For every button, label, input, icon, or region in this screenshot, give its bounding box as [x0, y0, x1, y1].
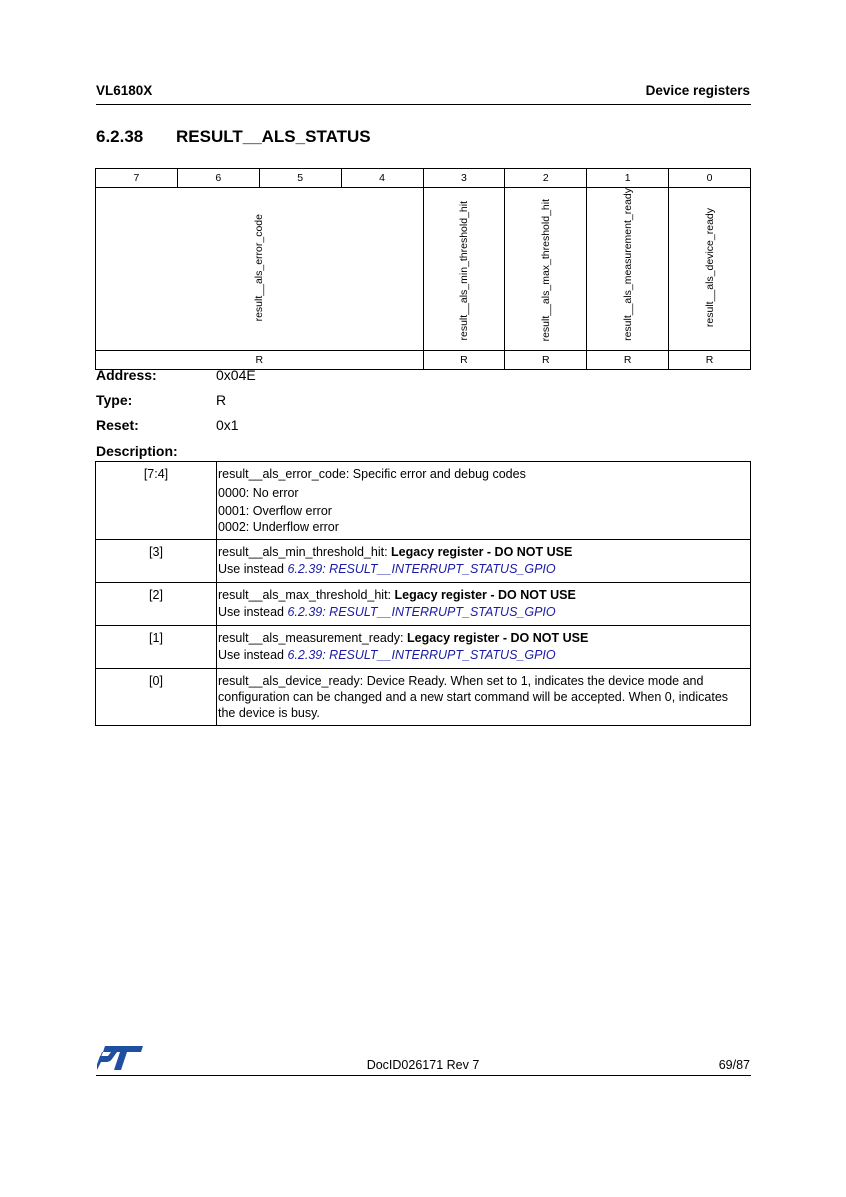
description-bit: [2] — [96, 583, 217, 626]
cross-reference-link[interactable]: 6.2.39: RESULT__INTERRUPT_STATUS_GPIO — [287, 562, 556, 576]
description-bit: [0] — [96, 669, 217, 726]
field-name: result__als_max_threshold_hit — [539, 198, 552, 341]
description-row — [96, 626, 751, 669]
description-bit: [7:4] — [96, 462, 217, 540]
legacy-warning: Legacy register - DO NOT USE — [407, 631, 589, 645]
description-text: result__als_device_ready: Device Ready. When set to 1, indicates the device mode and configuration can be changed and a new start command will be accepted. When 0, indicates the device is busy. — [217, 669, 751, 726]
description-title: result__als_error_code: Specific error and debug codes — [218, 467, 526, 481]
cross-reference-link[interactable]: 6.2.39: RESULT__INTERRUPT_STATUS_GPIO — [287, 648, 556, 662]
error-code-line: 0002: Underflow error — [218, 520, 339, 534]
field-name: result__als_min_threshold_hit — [457, 201, 470, 341]
type-label: Type: — [96, 392, 133, 408]
description-text — [217, 462, 751, 540]
use-instead-text: Use instead — [218, 648, 288, 662]
description-text — [217, 540, 751, 583]
bit-number: 7 — [96, 169, 178, 188]
bit-number: 3 — [423, 169, 505, 188]
description-bit: [1] — [96, 626, 217, 669]
description-table — [95, 461, 751, 726]
section-number: 6.2.38 — [96, 127, 144, 146]
field-name-row — [96, 188, 751, 351]
footer-doc-id: DocID026171 Rev 7 — [366, 1058, 480, 1072]
description-row — [96, 669, 751, 726]
field-cell — [423, 188, 505, 351]
reset-label: Reset: — [96, 417, 139, 433]
access-cell: R — [505, 350, 587, 369]
bit-number: 4 — [341, 169, 423, 188]
error-code-line: 0000: No error — [218, 486, 299, 500]
bit-number-row — [96, 169, 751, 188]
description-label: Description: — [96, 443, 178, 459]
register-bit-table — [95, 168, 751, 370]
footer-page-number: 69/87 — [718, 1058, 750, 1072]
description-text — [217, 583, 751, 626]
footer-divider — [96, 1075, 751, 1076]
bit-number: 0 — [669, 169, 751, 188]
field-cell — [669, 188, 751, 351]
field-name: result__als_max_threshold_hit: — [218, 588, 395, 602]
reset-value: 0x1 — [216, 417, 239, 433]
use-instead-text: Use instead — [218, 562, 288, 576]
address-line — [96, 367, 256, 383]
header-product: VL6180X — [96, 83, 153, 98]
field-name: result__als_measurement_ready — [621, 188, 634, 341]
field-cell — [96, 188, 424, 351]
address-label: Address: — [96, 367, 157, 383]
access-cell: R — [423, 350, 505, 369]
header-divider — [96, 104, 751, 105]
type-value: R — [216, 392, 227, 408]
legacy-warning: Legacy register - DO NOT USE — [394, 588, 576, 602]
type-line — [96, 392, 226, 408]
field-cell — [587, 188, 669, 351]
error-code-line: 0001: Overflow error — [218, 504, 332, 518]
field-name: result__als_device_ready — [703, 207, 716, 327]
field-name: result__als_min_threshold_hit: — [218, 545, 392, 559]
access-cell: R — [669, 350, 751, 369]
section-title: RESULT__ALS_STATUS — [176, 127, 371, 146]
bit-number: 1 — [587, 169, 669, 188]
field-cell — [505, 188, 587, 351]
cross-reference-link[interactable]: 6.2.39: RESULT__INTERRUPT_STATUS_GPIO — [287, 605, 556, 619]
bit-number: 5 — [259, 169, 341, 188]
use-instead-text: Use instead — [218, 605, 288, 619]
header-section: Device registers — [645, 83, 750, 98]
bit-number: 2 — [505, 169, 587, 188]
bit-number: 6 — [177, 169, 259, 188]
field-name: result__als_measurement_ready: — [218, 631, 407, 645]
field-name: result__als_error_code — [253, 213, 266, 322]
description-text — [217, 626, 751, 669]
access-cell: R — [587, 350, 669, 369]
section-heading — [96, 127, 371, 147]
legacy-warning: Legacy register - DO NOT USE — [391, 545, 573, 559]
description-row — [96, 540, 751, 583]
reset-line — [96, 417, 239, 433]
description-bit: [3] — [96, 540, 217, 583]
description-row — [96, 462, 751, 540]
description-row — [96, 583, 751, 626]
access-cell: R — [96, 350, 424, 369]
address-value: 0x04E — [216, 367, 256, 383]
